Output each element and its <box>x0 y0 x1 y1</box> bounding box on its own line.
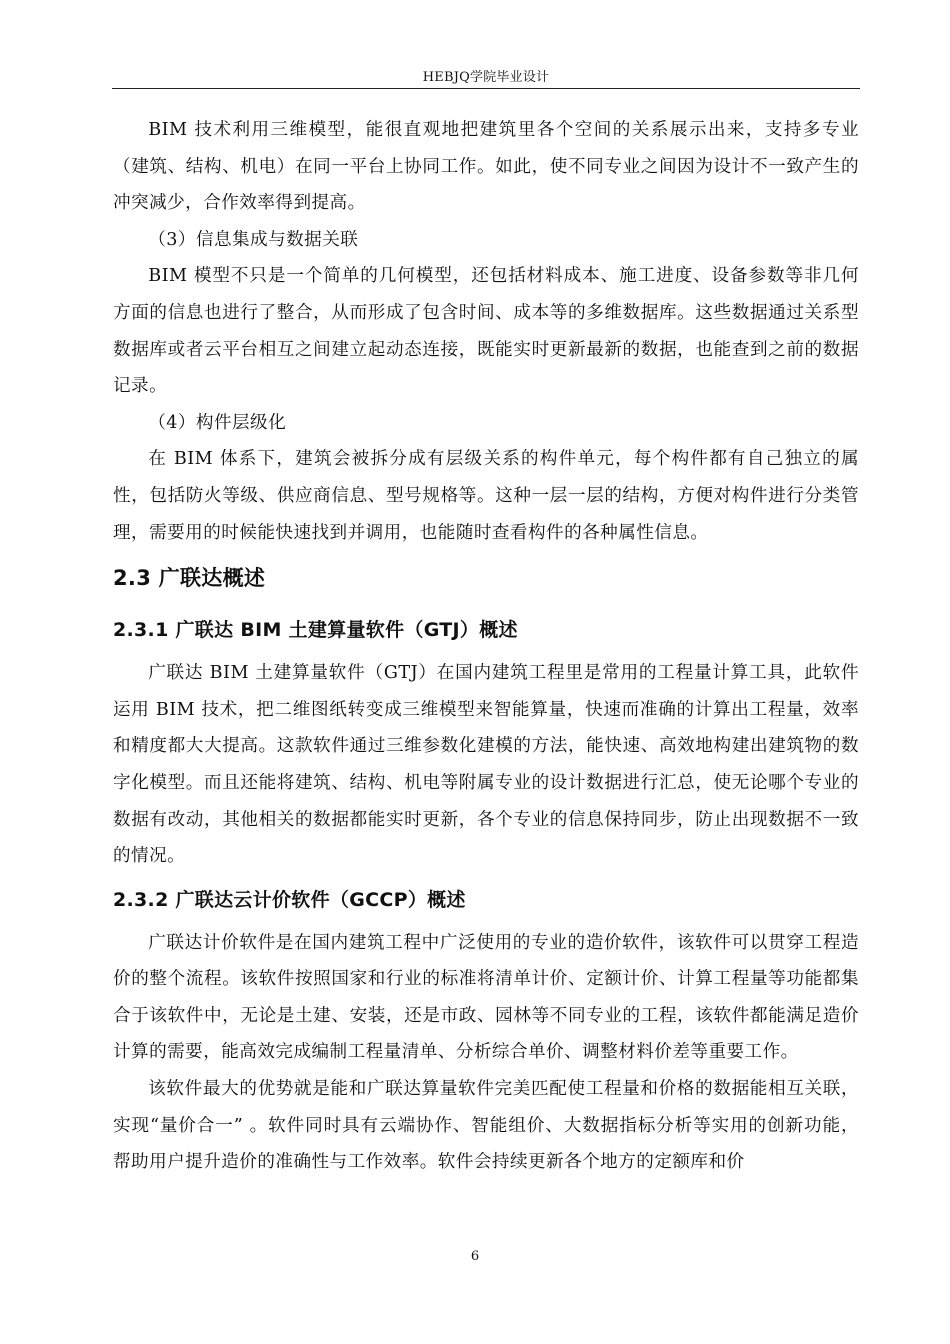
paragraph-component-hierarchy: 在 BIM 体系下，建筑会被拆分成有层级关系的构件单元，每个构件都有自己独立的属性，包括防火等级、供应商信息、型号规格等。这种一层一层的结构，方便对构件进行分类管理，需要用的时候能快速找到并调用，也能随时查看构件的各种属性信息。 <box>113 449 859 543</box>
paragraph-gtj-overview: 广联达 BIM 土建算量软件（GTJ）在国内建筑工程里是常用的工程量计算工具，此软件运用 BIM 技术，把二维图纸转变成三维模型来智能算量，快速而准确的计算出工程量，效率和精度都大大提高。这款软件通过三维参数化建模的方法，能快速、高效地构建出建筑物的数字化模型。而且还能将建筑、结构、机电等附属专业的设计数据进行汇总，使无论哪个专业的数据有改动，其他相关的数据都能实时更新，各个专业的信息保持同步，防止出现数据不一致的情况。 <box>113 663 859 867</box>
page-header: HEBJQ学院毕业设计 <box>422 70 550 85</box>
page-number: 6 <box>470 1249 480 1264</box>
paragraph-info-integration: BIM 模型不只是一个简单的几何模型，还包括材料成本、施工进度、设备参数等非几何方面的信息也进行了整合，从而形成了包含时间、成本等的多维数据库。这些数据通过关系型数据库或者云平台相互之间建立起动态连接，既能实时更新最新的数据，也能查到之前的数据记录。 <box>113 266 859 397</box>
paragraph-gccp-advantages: 该软件最大的优势就是能和广联达算量软件完美匹配使工程量和价格的数据能相互关联，实现“量价合一” 。软件同时具有云端协作、智能组价、大数据指标分析等实用的创新功能，帮助用户提升造价的准确性与工作效率。软件会持续更新各个地方的定额库和价 <box>113 1079 859 1173</box>
section-heading-2-3-2: 2.3.2 广联达云计价软件（GCCP）概述 <box>113 888 466 911</box>
paragraph-bim-visualization: BIM 技术利用三维模型，能很直观地把建筑里各个空间的关系展示出来，支持多专业（建筑、结构、机电）在同一平台上协同工作。如此，使不同专业之间因为设计不一致产生的冲突减少，合作效率得到提高。 <box>113 120 859 214</box>
subheading-component-hierarchy: （4）构件层级化 <box>148 412 287 433</box>
paragraph-gccp-overview: 广联达计价软件是在国内建筑工程中广泛使用的专业的造价软件，该软件可以贯穿工程造价的整个流程。该软件按照国家和行业的标准将清单计价、定额计价、计算工程量等功能都集合于该软件中，无论是土建、安装，还是市政、园林等不同专业的工程，该软件都能满足造价计算的需要，能高效完成编制工程量清单、分析综合单价、调整材料价差等重要工作。 <box>113 932 859 1063</box>
section-heading-2-3: 2.3 广联达概述 <box>113 566 266 591</box>
header-divider <box>112 88 860 89</box>
subheading-info-integration: （3）信息集成与数据关联 <box>148 229 359 250</box>
page-body <box>113 112 859 1181</box>
section-heading-2-3-1: 2.3.1 广联达 BIM 土建算量软件（GTJ）概述 <box>113 619 518 642</box>
